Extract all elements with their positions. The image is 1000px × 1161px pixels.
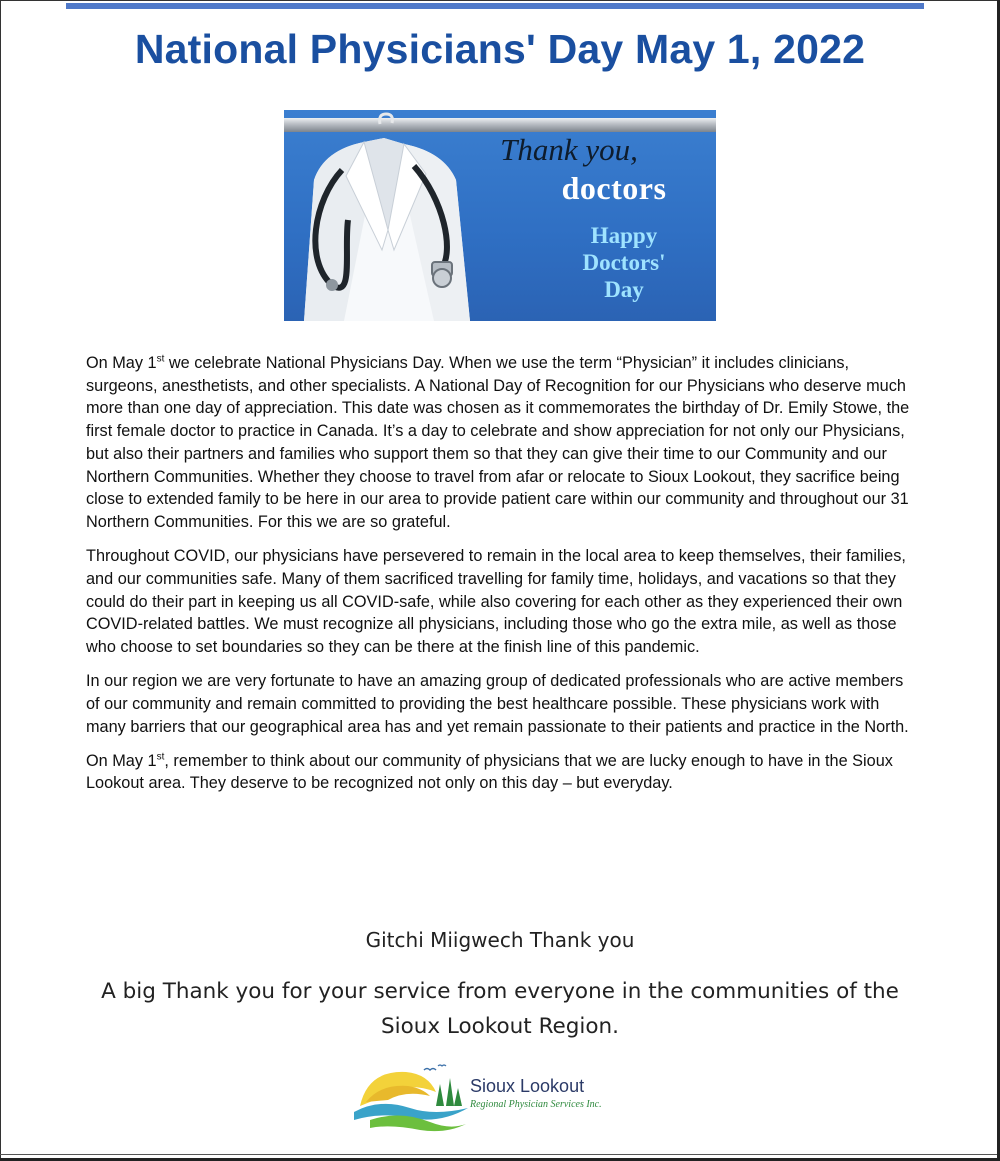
closing-message: A big Thank you for your service from everyone in the communities of the Sioux Lookout Region. — [101, 979, 899, 1039]
paragraph-1-rest: we celebrate National Physicians Day. When we use the term “Physician” it includes clinicians, surgeons, anesthetists, and other specialists. A National Day of Recognition for our Physicians who deserve much more than one day of appreciation. This date was chosen as it commemorates the birthday of Dr. Emily Stowe, the first female doctor to practice in Canada. It’s a day to celebrate and show appreciation for not only our Physicians, but also their partners and families who support them so that they can give their time to our Community and our Northern Communities. Whether they choose to travel from afar or relocate to Sioux Lookout, they sacrifice being close to extended family to be here in our area to provide patient care within our community and throughout our 31 Northern Communities. For this we are so grateful. — [86, 354, 910, 531]
sioux-lookout-logo-icon — [350, 1062, 470, 1134]
thank-you-doctors-banner — [284, 110, 716, 321]
paragraph-4-rest: , remember to think about our community of physicians that we are lucky enough to have in the Sioux Lookout area. They deserve to be recognized not only on this day – but everyday. — [86, 751, 893, 793]
logo-subtitle: Regional Physician Services Inc. — [470, 1099, 602, 1110]
paragraph-4 — [86, 750, 916, 795]
banner-day: Day — [604, 277, 644, 302]
frame-inner-bottom — [0, 1154, 997, 1155]
paragraph-1-start: On May 1 — [86, 354, 157, 372]
banner-doctors: doctors — [561, 170, 667, 206]
banner-thank-you: Thank you, — [500, 132, 638, 167]
page-title: National Physicians' Day May 1, 2022 — [134, 26, 866, 72]
logo-name: Sioux Lookout — [470, 1076, 585, 1096]
paragraph-2: Throughout COVID, our physicians have persevered to remain in the local area to keep themselves, their families, and our communities safe. Many of them sacrificed travelling for family time, holidays, and vacations so that they could do their part in keeping us all COVID-safe, while also covering for each other as they experienced their own COVID-related battles. We must recognize all physicians, including those who go the extra mile, as well as those who choose to set boundaries so they can be there at the finish line of this pandemic. — [86, 547, 906, 656]
article-body — [86, 352, 916, 807]
paragraph-3: In our region we are very fortunate to have an amazing group of dedicated professionals who are active members of our community and remain committed to providing the best healthcare possible. These physicians work with many barriers that our geographical area has and yet remain passionate to their patients and practice in the North. — [86, 672, 909, 736]
closing-thank-you: Gitchi Miigwech Thank you — [365, 928, 635, 952]
paragraph-1 — [86, 352, 916, 534]
banner-happy-doctors-day — [554, 222, 694, 303]
paragraph-4-start: On May 1 — [86, 751, 157, 770]
top-rule — [66, 3, 924, 9]
ordinal-suffix: st — [156, 353, 165, 365]
banner-happy: Happy — [590, 223, 658, 248]
ordinal-suffix: st — [156, 751, 165, 763]
banner-doctors-apostrophe: Doctors' — [582, 250, 666, 275]
